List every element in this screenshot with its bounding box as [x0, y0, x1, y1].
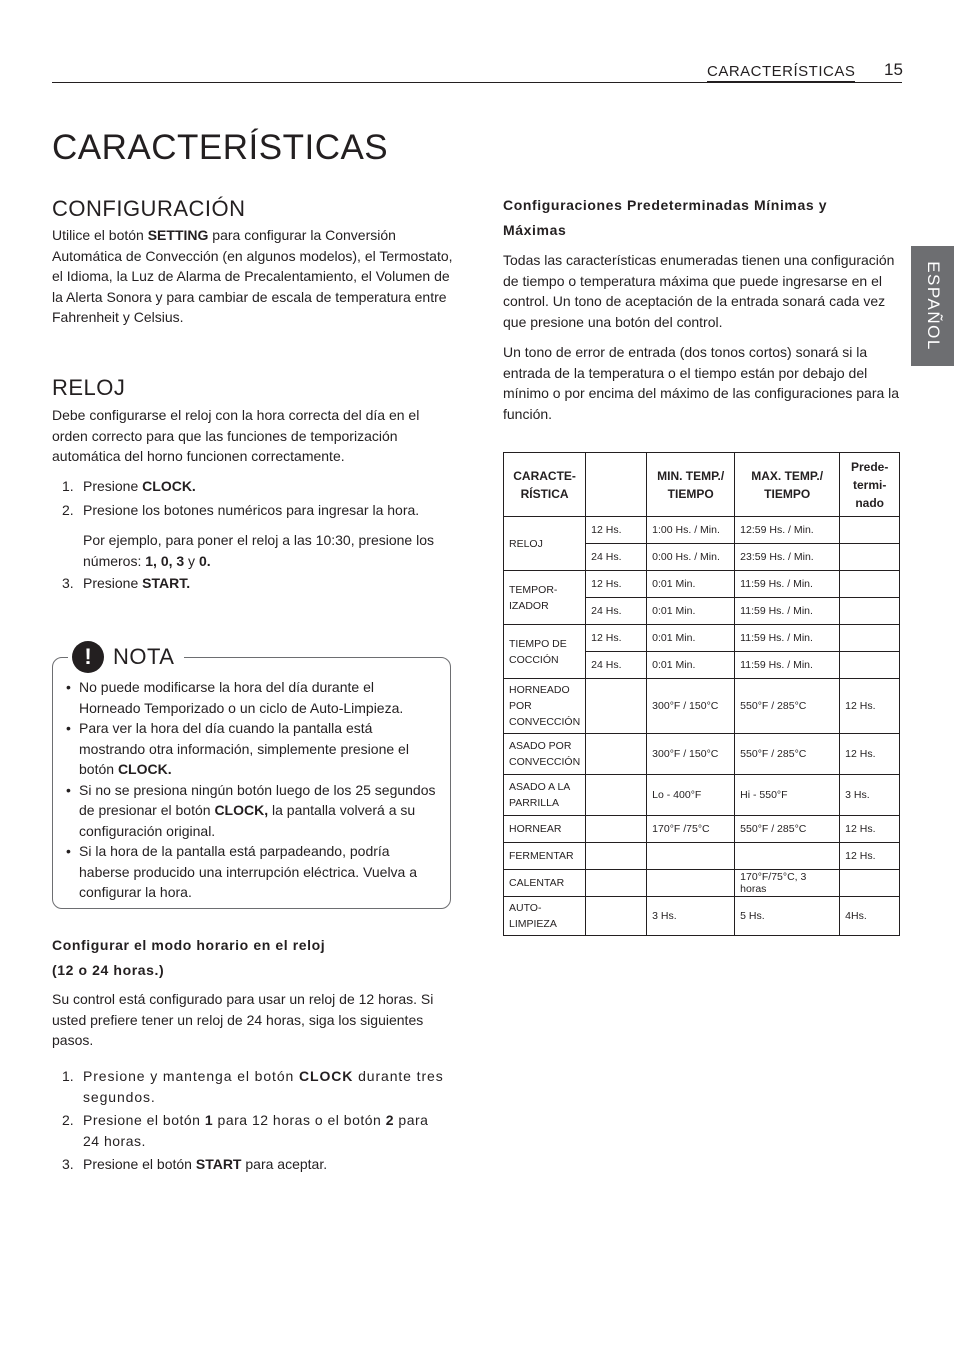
page-title: CARACTERÍSTICAS — [52, 128, 389, 167]
cell-max: 170°F/75°C, 3 horas — [735, 870, 840, 897]
note-item: • No puede modificarse la hora del día durante el Horneado Temporizado o un ciclo de Auto-Limpieza. — [66, 677, 438, 718]
table-row — [504, 897, 900, 936]
cell-max — [735, 843, 840, 870]
cell-sub — [586, 775, 647, 816]
configuracion-text: Utilice el botón SETTING para configurar la Conversión Automática de Convección (en algunos modelos), el Termostato, el Idioma, la Luz de Alarma de Precalentamiento, el Volumen de la Alerta Sonora y para cambiar de escala de temperatura entre Fahrenheit y Celsius. — [52, 227, 453, 325]
cell-feature: ASADO POR CONVECCIÓN — [504, 734, 586, 775]
predeterminadas-heading: Configuraciones Predeterminadas Mínimas y Máximas — [503, 197, 828, 238]
cell-default: 12 Hs. — [840, 843, 900, 870]
cell-max: 11:59 Hs. / Min. — [735, 625, 840, 652]
reloj-heading: RELOJ — [52, 375, 126, 400]
cell-default: 4Hs. — [840, 897, 900, 936]
cell-sub: 24 Hs. — [586, 652, 647, 679]
cell-min — [647, 870, 735, 897]
table-row — [504, 625, 900, 652]
cell-default — [840, 625, 900, 652]
cell-max: 11:59 Hs. / Min. — [735, 652, 840, 679]
cell-sub — [586, 734, 647, 775]
cell-default: 3 Hs. — [840, 775, 900, 816]
cell-default — [840, 870, 900, 897]
table-row — [504, 870, 900, 897]
cell-sub — [586, 816, 647, 843]
cell-sub — [586, 870, 647, 897]
cell-feature: TEMPOR-IZADOR — [504, 571, 586, 625]
cell-sub: 24 Hs. — [586, 598, 647, 625]
cell-min: 1:00 Hs. / Min. — [647, 517, 735, 544]
reloj-intro: Debe configurarse el reloj con la hora correcta del día en el orden correcto para que las funciones de temporización automática del horno funcionen correctamente. — [52, 407, 420, 464]
cell-default — [840, 517, 900, 544]
language-tab — [911, 246, 954, 366]
reloj-steps — [52, 476, 447, 594]
cell-min — [647, 843, 735, 870]
cell-default: 12 Hs. — [840, 734, 900, 775]
cell-min: 3 Hs. — [647, 897, 735, 936]
cell-default — [840, 544, 900, 571]
cell-min: Lo - 400°F — [647, 775, 735, 816]
header-feature: CARACTE-RÍSTICA — [504, 453, 586, 517]
cell-feature: HORNEADO POR CONVECCIÓN — [504, 679, 586, 734]
note-title — [68, 638, 184, 676]
modo-horario-intro: Su control está configurado para usar un reloj de 12 horas. Si usted prefiere tener un reloj de 24 horas, siga los siguientes pasos. — [52, 991, 434, 1048]
cell-min: 0:01 Min. — [647, 598, 735, 625]
cell-default — [840, 652, 900, 679]
cell-max: 5 Hs. — [735, 897, 840, 936]
table-row — [504, 843, 900, 870]
modo-step-1: 1. Presione y mantenga el botón CLOCK durante tres segundos. — [62, 1068, 444, 1105]
cell-default — [840, 571, 900, 598]
reloj-example: Por ejemplo, para poner el reloj a las 10:30, presione los números: 1, 0, 3 y 0. — [83, 532, 434, 569]
cell-min: 170°F /75°C — [647, 816, 735, 843]
note-item: • Si no se presiona ningún botón luego de los 25 segundos de presionar el botón CLOCK, la pantalla volverá a su configuración original. — [66, 780, 438, 842]
cell-feature: RELOJ — [504, 517, 586, 571]
cell-sub — [586, 897, 647, 936]
cell-default — [840, 598, 900, 625]
header-min: MIN. TEMP./ TIEMPO — [647, 453, 735, 517]
cell-max: 550°F / 285°C — [735, 679, 840, 734]
modo-horario-heading: Configurar el modo horario en el reloj (12 o 24 horas.) — [52, 937, 326, 978]
modo-step-3: 3. Presione el botón START para aceptar. — [62, 1156, 328, 1172]
cell-feature: AUTO-LIMPIEZA — [504, 897, 586, 936]
table-row — [504, 734, 900, 775]
cell-min: 0:01 Min. — [647, 652, 735, 679]
cell-min: 0:00 Hs. / Min. — [647, 544, 735, 571]
cell-max: 23:59 Hs. / Min. — [735, 544, 840, 571]
cell-sub — [586, 679, 647, 734]
modo-step-2: 2. Presione el botón 1 para 12 horas o el botón 2 para 24 horas. — [62, 1112, 429, 1149]
table-row — [504, 517, 900, 544]
cell-min: 0:01 Min. — [647, 625, 735, 652]
cell-max: 11:59 Hs. / Min. — [735, 598, 840, 625]
cell-feature: TIEMPO DE COCCIÓN — [504, 625, 586, 679]
cell-sub: 24 Hs. — [586, 544, 647, 571]
table-row — [504, 775, 900, 816]
cell-feature: FERMENTAR — [504, 843, 586, 870]
cell-min: 300°F / 150°C — [647, 679, 735, 734]
table-header-row — [504, 453, 900, 517]
reloj-step-1: 1. Presione CLOCK. — [62, 478, 196, 494]
table-row — [504, 571, 900, 598]
note-item: • Para ver la hora del día cuando la pantalla está mostrando otra información, simplemente presione el botón CLOCK. — [66, 718, 438, 780]
cell-feature: HORNEAR — [504, 816, 586, 843]
table-row — [504, 679, 900, 734]
exclamation-icon: ! — [72, 641, 104, 673]
cell-max: 550°F / 285°C — [735, 734, 840, 775]
note-list — [66, 677, 438, 903]
defaults-table — [503, 452, 900, 936]
note-item: • Si la hora de la pantalla está parpadeando, podría haberse producido una interrupción eléctrica. Vuelva a configurar la hora. — [66, 841, 438, 903]
header-rule — [52, 82, 902, 83]
language-tab-label: ESPAÑOL — [923, 261, 943, 351]
cell-sub: 12 Hs. — [586, 625, 647, 652]
cell-min: 0:01 Min. — [647, 571, 735, 598]
header-default: Prede-termi-nado — [840, 453, 900, 517]
header-section-title: CARACTERÍSTICAS — [707, 63, 856, 80]
cell-max: 12:59 Hs. / Min. — [735, 517, 840, 544]
cell-default: 12 Hs. — [840, 679, 900, 734]
cell-max: 11:59 Hs. / Min. — [735, 571, 840, 598]
note-title-text: NOTA — [113, 644, 175, 669]
cell-default: 12 Hs. — [840, 816, 900, 843]
cell-sub: 12 Hs. — [586, 517, 647, 544]
predeterminadas-para2: Un tono de error de entrada (dos tonos cortos) sonará si la entrada de la temperatura o el tiempo están por debajo del mínimo o por encima del máximo de las configuraciones para la función. — [503, 344, 900, 422]
header-max: MAX. TEMP./ TIEMPO — [735, 453, 840, 517]
cell-sub — [586, 843, 647, 870]
reloj-step-3: 3. Presione START. — [62, 575, 191, 591]
page-number: 15 — [884, 60, 903, 79]
cell-min: 300°F / 150°C — [647, 734, 735, 775]
reloj-step-2: 2. Presione los botones numéricos para ingresar la hora. — [62, 501, 420, 518]
configuracion-heading: CONFIGURACIÓN — [52, 196, 246, 221]
cell-feature: CALENTAR — [504, 870, 586, 897]
cell-sub: 12 Hs. — [586, 571, 647, 598]
cell-max: 550°F / 285°C — [735, 816, 840, 843]
predeterminadas-para1: Todas las características enumeradas tienen una configuración de tiempo o temperatura máxima que puede ingresarse en el control. Un tono de aceptación de la entrada sonará cada vez que presione una botón del control. — [503, 252, 895, 330]
cell-max: Hi - 550°F — [735, 775, 840, 816]
table-row — [504, 816, 900, 843]
header-blank — [586, 453, 647, 517]
modo-horario-steps — [52, 1066, 447, 1175]
cell-feature: ASADO A LA PARRILLA — [504, 775, 586, 816]
